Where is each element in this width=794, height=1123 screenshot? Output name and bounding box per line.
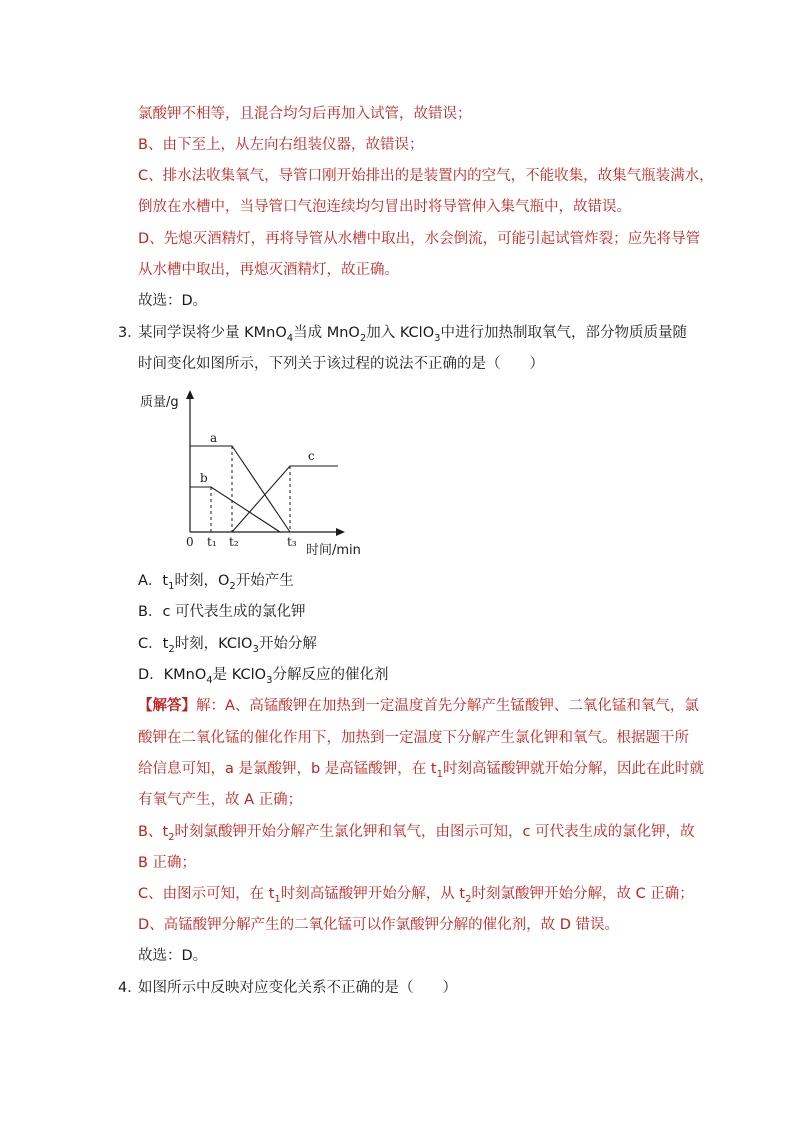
question-4-stem: 如图所示中反映对应变化关系不正确的是（ ） [138, 980, 457, 996]
prev-answer-option-b: B、由下至上，从左向右组装仪器，故错误； [138, 137, 424, 153]
y-axis-label: 质量/g [140, 395, 179, 410]
answer-line-6: B 正确； [138, 855, 197, 871]
answer-line-5: B、$t_2$时刻氯酸钾开始分解产生氯化钾和氧气，由图示可知，c 可代表生成的氯化钾，故 [138, 824, 695, 843]
question-4-number: 4． [118, 980, 142, 996]
answer-line-2: 酸钾在二氧化锰的催化作用下，加热到一定温度下分解产生氯化钾和氧气。根据题干所 [138, 730, 689, 746]
origin-label: 0 [186, 535, 194, 549]
option-c: C．$t_2$时刻，KClO$_3$开始分解 [138, 636, 317, 655]
t2-label: t₂ [229, 535, 239, 549]
answer-line-3: 给信息可知，a 是氯酸钾，b 是高锰酸钾，在 $t_1$时刻高锰酸钾就开始分解，因此在此时就 [138, 761, 704, 780]
option-b: B．c 可代表生成的氯化钾 [138, 604, 306, 620]
curve-b [190, 487, 280, 532]
question-3-number: 3． [118, 325, 142, 341]
question-3-stem-line-2: 时间变化如图所示，下列关于该过程的说法不正确的是（ ） [138, 356, 544, 372]
curve-c [232, 466, 338, 532]
t3-label: t₃ [287, 535, 297, 549]
curve-b-label: b [200, 471, 208, 485]
prev-answer-option-c-2: 倒放在水槽中，当导管口气泡连续均匀冒出时将导管伸入集气瓶中，故错误。 [138, 199, 631, 215]
y-axis-arrow [186, 390, 194, 399]
curve-a [190, 446, 290, 532]
answer-line-4: 有氧气产生，故 A 正确； [138, 792, 303, 808]
prev-answer-choice: 故选：D。 [138, 293, 208, 309]
answer-choice: 故选：D。 [138, 948, 208, 964]
prev-answer-option-c-1: C、排水法收集氧气，导管口刚开始排出的是装置内的空气，不能收集，故集气瓶装满水， [138, 168, 714, 184]
x-axis-label: 时间/min [306, 543, 361, 558]
mass-time-graph [138, 384, 378, 564]
answer-line-1: 【解答】解：A、高锰酸钾在加热到一定温度首先分解产生锰酸钾、二氧化锰和氧气，氯 [138, 698, 699, 714]
prev-answer-option-d-1: D、先熄灭酒精灯，再将导管从水槽中取出，水会倒流，可能引起试管炸裂；应先将导管 [138, 231, 701, 247]
answer-line-8: D、高锰酸钾分解产生的二氧化锰可以作氯酸钾分解的催化剂，故 D 错误。 [138, 917, 620, 933]
question-3-stem-line-1: 某同学误将少量 KMnO$_4$当成 MnO$_2$加入 KClO$_3$中进行加热制取氧气，部分物质质量随 [138, 325, 687, 344]
curve-a-label: a [210, 431, 218, 445]
x-axis-arrow [336, 528, 345, 536]
prev-answer-line: 氯酸钾不相等，且混合均匀后再加入试管，故错误； [138, 106, 472, 122]
t1-label: t₁ [207, 535, 217, 549]
option-a: A．$t_1$时刻，$O_2$开始产生 [138, 573, 294, 592]
curve-c-label: c [308, 449, 315, 463]
answer-tag: 【解答】 [138, 698, 196, 714]
answer-line-7: C、由图示可知，在 $t_1$时刻高锰酸钾开始分解，从 $t_2$时刻氯酸钾开始分解，故 C 正确； [138, 886, 694, 905]
prev-answer-option-d-2: 从水槽中取出，再熄灭酒精灯，故正确。 [138, 262, 399, 278]
option-d: D．KMnO$_4$是 KClO$_3$分解反应的催化剂 [138, 667, 389, 686]
